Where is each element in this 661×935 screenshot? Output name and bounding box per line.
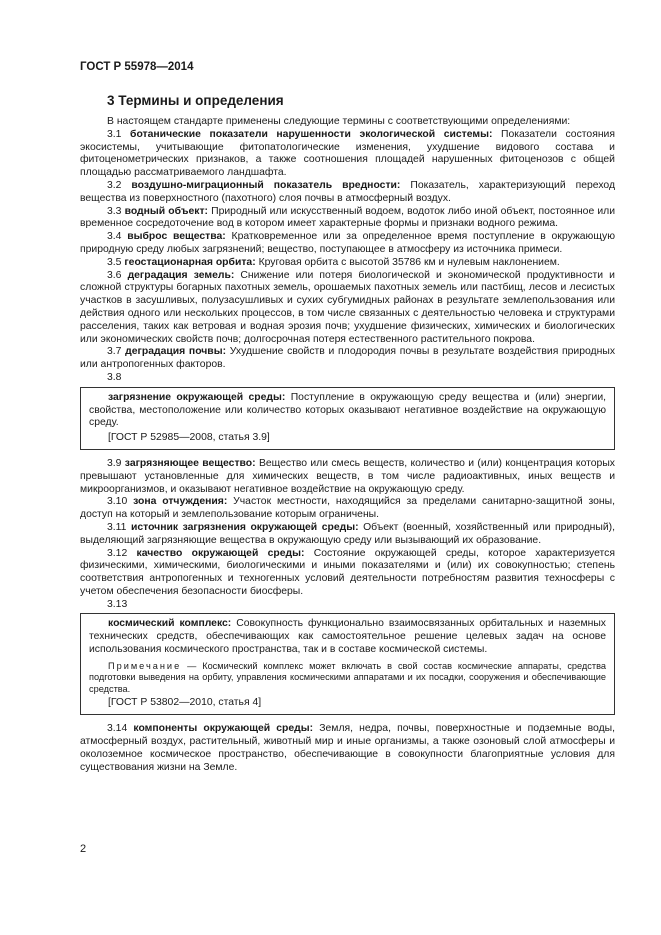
- section-title: 3 Термины и определения: [107, 93, 284, 108]
- term-3-11: 3.11 источник загрязнения окружающей среды: Объект (военный, хозяйственный или природный), выделяющий загрязняющие вещества в окружающую среду или вызывающий их образование.: [80, 521, 615, 546]
- term-3-14: 3.14 компоненты окружающей среды: Земля, недра, почвы, поверхностные и подземные воды, атмосферный воздух, растительный, животный мир и иные организмы, а также озоновый слой атмосферы и околоземное космическое пространство, обеспечивающие в совокупности благоприятные условия для существования жизни на Земле.: [80, 723, 615, 773]
- term-3-8-number: 3.8: [107, 371, 122, 383]
- term-3-1: 3.1 ботанические показатели нарушенности экологической системы: Показатели состояния экосистемы, учитывающие фитопатологические изменения, ухудшение видового состава и фитоценометрических признаков, а также соотношения площадей нарушенных фитоценозов с общей площадью рассматриваемого ландшафта.: [80, 128, 615, 179]
- term-3-10: 3.10 зона отчуждения: Участок местности, находящийся за пределами санитарно-защитной зоны, доступ на который и землепользование которым ограничены.: [80, 496, 616, 521]
- terms-content: [80, 116, 615, 774]
- term-3-13-note: Примечание — Космический комплекс может включать в свой состав космические аппараты, средства подготовки выведения на орбиту, управления космическими аппаратами и их посадки, сооружения и обеспечивающие средства.: [89, 660, 606, 694]
- term-3-13-source: [ГОСТ Р 53802—2010, статья 4]: [108, 697, 262, 709]
- term-3-13-definition: космический комплекс: Совокупность функционально взаимосвязанных орбитальных и наземных технических средств, обеспечивающих как самостоятельное решение целевых задач на основе использования космического пространства, так и в составе космической системы.: [89, 618, 606, 656]
- term-3-8-source: [ГОСТ Р 52985—2008, статья 3.9]: [108, 432, 270, 444]
- term-3-4: 3.4 выброс вещества: Кратковременное или за определенное время поступление в окружающую природную среду любых загрязнений; вещество, поступающее в атмосферу из источника примеси.: [80, 231, 615, 255]
- term-3-13-number: 3.13: [107, 598, 128, 610]
- standard-header: ГОСТ Р 55978—2014: [80, 61, 194, 73]
- term-3-7: 3.7 деградация почвы: Ухудшение свойств и плодородия почвы в результате воздействия природных или антропогенных факторов.: [80, 346, 616, 371]
- term-3-8-box: [80, 387, 615, 450]
- intro-paragraph: В настоящем стандарте применены следующие термины с соответствующими определениями:: [107, 116, 571, 127]
- term-3-8-definition: загрязнение окружающей среды: Поступление в окружающую среду вещества и (или) энергии, свойства, местоположение или количество которых оказывают негативное воздействие на окружающую среду.: [89, 391, 607, 429]
- term-3-12: 3.12 качество окружающей среды: Состояние окружающей среды, которое характеризуется физическими, химическими, биологическими и иными показателями и (или) их совокупностью; степень соответствия антропогенных и техногенных условий деятельности потребностям развития техносферы с учетом обеспечения безопасности биосферы.: [80, 547, 616, 597]
- term-3-2: 3.2 воздушно-миграционный показатель вредности: Показатель, характеризующий переход вещества из поверхностного (пахотного) слоя почвы в атмосферный воздух.: [80, 179, 616, 204]
- term-3-9: 3.9 загрязняющее вещество: Вещество или смесь веществ, количество и (или) концентрация которых превышают установленные для химических веществ, в том числе радиоактивных, иных веществ и микроорганизмов, и оказывают негативное воздействие на окружающую среду.: [80, 457, 615, 495]
- term-3-6: 3.6 деградация земель: Снижение или потеря биологической и экономической продуктивности и сложной структуры богарных пахотных земель, орошаемых пахотных земель или пастбищ, лесов и лесистых участков в засушливых, полузасушливых и сухих субгумидных районах в результате землепользования или действия одного или нескольких процессов, в том числе связанных с деятельностью человека и структурами расселения, таких как ветровая и водная эрозия почв; ухудшение физических, химических и биологических или экономических свойств почв; долгосрочная потеря естественного растительного покрова.: [80, 269, 615, 345]
- term-3-5: 3.5 геостационарная орбита: Круговая орбита с высотой 35786 км и нулевым наклонением.: [107, 256, 560, 268]
- term-3-13-box: [80, 613, 615, 715]
- term-3-3: 3.3 водный объект: Природный или искусственный водоем, водоток либо иной объект, постоянное или временное сосредоточение вод в котором имеет характерные формы и признаки водного режима.: [80, 205, 615, 230]
- page-number: 2: [80, 843, 87, 855]
